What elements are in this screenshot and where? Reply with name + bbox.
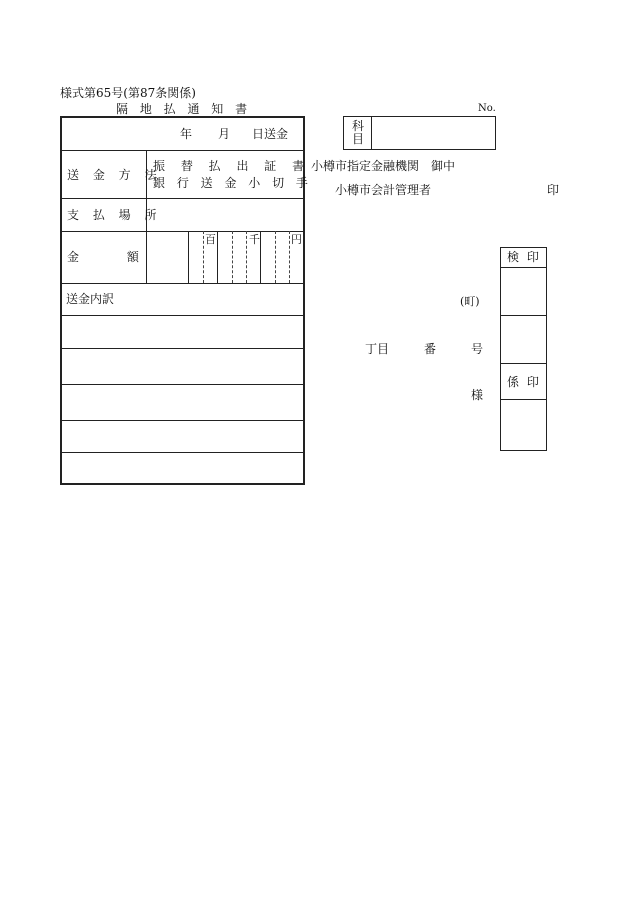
amount-digit-divider bbox=[217, 231, 218, 283]
inspect-stamp-label: 検 印 bbox=[507, 250, 541, 264]
amount-digit-divider bbox=[260, 231, 261, 283]
no-label: No. bbox=[478, 103, 496, 114]
bank-addressee: 小樽市指定金融機関 御中 bbox=[311, 159, 456, 173]
row-divider bbox=[60, 231, 305, 232]
payment-place-label: 支 払 場 所 bbox=[67, 208, 162, 222]
row-divider bbox=[60, 150, 305, 151]
form-number: 様式第65号(第87条関係) bbox=[60, 86, 196, 100]
amount-digit-divider bbox=[188, 231, 189, 283]
row-divider bbox=[60, 315, 305, 316]
date-month-label: 月 bbox=[218, 127, 231, 141]
method-label: 送 金 方 法 bbox=[67, 168, 162, 182]
sama-label: 様 bbox=[471, 388, 484, 402]
go-label: 号 bbox=[471, 342, 484, 356]
row-divider bbox=[60, 420, 305, 421]
stamp-divider bbox=[500, 399, 547, 400]
row-divider bbox=[60, 452, 305, 453]
page-title: 隔 地 払 通 知 書 bbox=[116, 102, 252, 116]
breakdown-label: 送金内訳 bbox=[66, 292, 115, 306]
row-divider bbox=[60, 384, 305, 385]
row-divider bbox=[60, 348, 305, 349]
row-divider bbox=[60, 283, 305, 284]
treasurer-label: 小樽市会計管理者 bbox=[335, 183, 432, 197]
account-label: 科目 bbox=[352, 119, 365, 146]
amount-label: 金 額 bbox=[67, 250, 139, 264]
stamp-column bbox=[500, 247, 547, 451]
amount-digit-divider bbox=[275, 231, 276, 283]
stamp-divider bbox=[500, 315, 547, 316]
account-box bbox=[343, 116, 496, 150]
method-transfer-certificate: 振 替 払 出 証 書 bbox=[153, 159, 311, 173]
date-year-label: 年 bbox=[180, 127, 193, 141]
row-divider bbox=[60, 198, 305, 199]
stamp-divider bbox=[500, 363, 547, 364]
unit-yen-label: 円 bbox=[291, 233, 302, 246]
method-bank-check: 銀 行 送 金 小 切 手 bbox=[153, 176, 312, 190]
date-day-send-label: 日送金 bbox=[252, 127, 289, 141]
chome-label: 丁目 bbox=[365, 342, 390, 356]
amount-digit-divider bbox=[232, 231, 233, 283]
ban-label: 番 bbox=[424, 342, 437, 356]
unit-thousand-label: 千 bbox=[249, 233, 260, 246]
staff-stamp-label: 係 印 bbox=[507, 375, 541, 389]
amount-digit-divider bbox=[203, 231, 204, 283]
amount-digit-divider bbox=[246, 231, 247, 283]
treasurer-seal: 印 bbox=[547, 183, 560, 197]
town-label: (町) bbox=[460, 295, 480, 308]
stamp-divider bbox=[500, 267, 547, 268]
amount-digit-divider bbox=[289, 231, 290, 283]
unit-hundred-label: 百 bbox=[205, 233, 216, 246]
account-divider bbox=[371, 116, 372, 150]
